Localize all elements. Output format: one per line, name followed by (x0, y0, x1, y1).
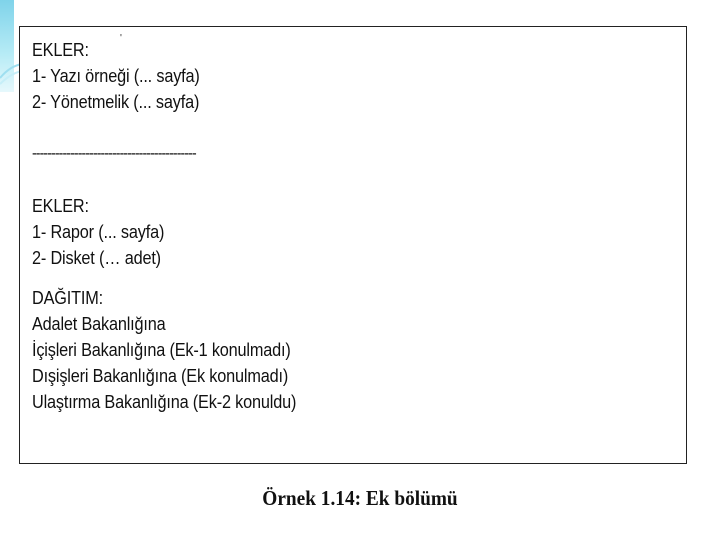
figure-caption: Örnek 1.14: Ek bölümü (262, 486, 458, 510)
scanned-document (19, 26, 687, 464)
distribution-item: Adalet Bakanlığına (32, 313, 166, 334)
distribution-item: İçişleri Bakanlığına (Ek-1 konulmadı) (32, 339, 291, 360)
scan-mark: ' (120, 33, 122, 44)
ekler-item: 2- Yönetmelik (... sayfa) (32, 91, 200, 112)
dagitim-heading: DAĞITIM: (32, 287, 103, 308)
distribution-item: Ulaştırma Bakanlığına (Ek-2 konuldu) (32, 391, 297, 412)
ekler-item: 2- Disket (… adet) (32, 247, 161, 268)
separator-line: ------------------------------------------- (32, 145, 196, 162)
document-body (32, 37, 296, 415)
ekler-heading-2: EKLER: (32, 195, 89, 216)
ekler-item: 1- Yazı örneği (... sayfa) (32, 65, 200, 86)
distribution-item: Dışişleri Bakanlığına (Ek konulmadı) (32, 365, 289, 386)
ekler-item: 1- Rapor (... sayfa) (32, 221, 165, 242)
ekler-heading-1: EKLER: (32, 39, 89, 60)
